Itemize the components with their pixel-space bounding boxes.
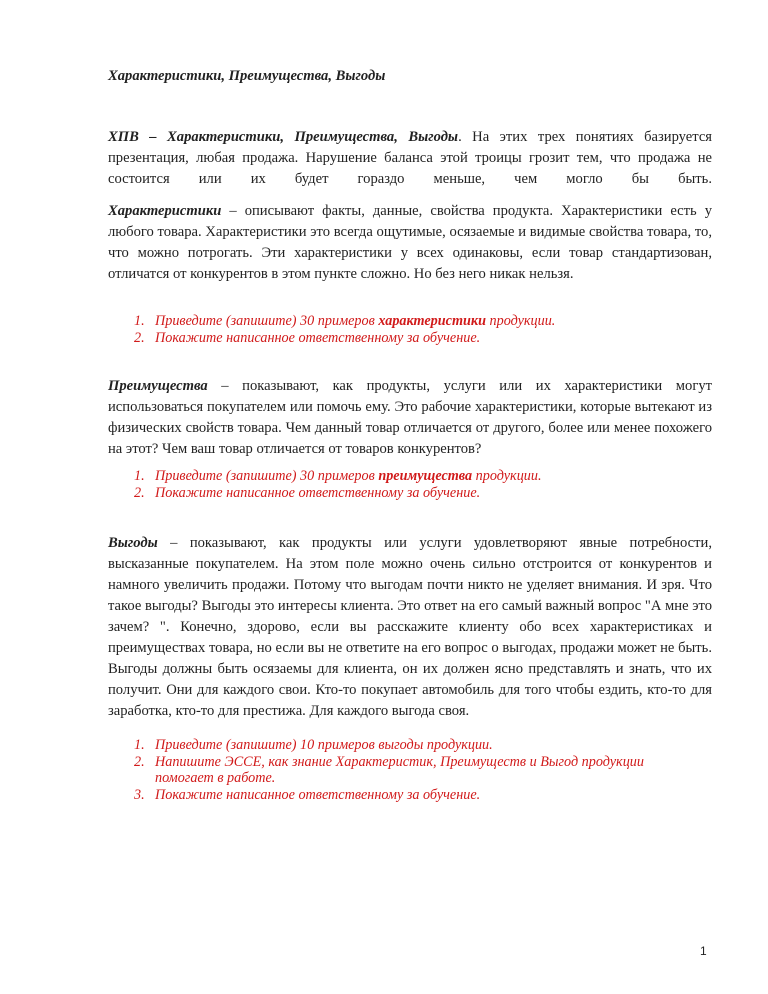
intro-text: . На этих трех понятиях базируется презентация, любая продажа. Нарушение баланса этой троицы грозит тем, что продажа не состоится или их будет гораздо меньше, чем могло бы быть. [108, 129, 713, 187]
task-text: Покажите написанное ответственному за обучение. [155, 484, 481, 501]
task-text-after: продукции. [472, 468, 542, 484]
features-term: Характеристики [108, 203, 222, 219]
intro-term: ХПВ – Характеристики, Преимущества, Выгоды [108, 129, 459, 145]
advantages-task-list [134, 468, 704, 501]
task-item [134, 737, 704, 754]
advantages-term: Преимущества [108, 378, 208, 394]
task-text-after: продукции. [485, 313, 556, 329]
benefits-paragraph [108, 533, 712, 722]
task-text: Приведите (запишите) 10 примеров выгоды продукции. [155, 737, 493, 753]
task-number: 1. [134, 468, 145, 484]
features-text: – описывают факты, данные, свойства продукта. Характеристики есть у любого товара. Характеристики это всегда ощутимые, осязаемые и видимые свойства товара, то, что можно потрогать. Эти характеристики у всех одинаковы, если товар стандартизован, отличатся от конкурентов в этом пункте сложно. Но без него никак нельзя. [108, 203, 712, 282]
task-number: 1. [134, 737, 145, 753]
task-text: Покажите написанное ответственному за обучение. [155, 786, 481, 803]
features-paragraph [108, 201, 712, 285]
task-number: 2. [134, 484, 145, 501]
task-item [134, 787, 704, 804]
task-text: Напишите ЭССЕ, как знание Характеристик, Преимуществ и Выгод продукции помогает в работе. [155, 753, 644, 786]
task-item [134, 485, 704, 502]
task-item [134, 468, 704, 485]
benefits-term: Выгоды [108, 535, 158, 551]
task-text: Покажите написанное ответственному за обучение. [155, 329, 481, 346]
task-number: 1. [134, 313, 145, 329]
document-title: Характеристики, Преимущества, Выгоды [108, 68, 386, 84]
task-text: Приведите (запишите) 30 примеров [155, 313, 379, 329]
task-number: 2. [134, 753, 145, 770]
advantages-paragraph [108, 376, 712, 460]
task-text: Приведите (запишите) 30 примеров [155, 468, 379, 484]
task-item [134, 330, 704, 347]
task-emphasis: преимущества [378, 468, 473, 484]
task-item [134, 754, 704, 787]
task-number: 3. [134, 786, 145, 803]
benefits-task-list [134, 737, 704, 803]
features-task-list [134, 313, 704, 346]
task-number: 2. [134, 329, 145, 346]
benefits-text: – показывают, как продукты или услуги удовлетворяют явные потребности, высказанные покупателем. На этом поле можно очень сильно отстроится от конкурентов и намного увеличить продажи. Потому что выгодам почти никто не уделяет внимания. И зря. Что такое выгоды? Выгоды это интересы клиента. Это ответ на его самый важный вопрос "А мне это зачем? ". Конечно, здорово, если вы расскажите клиенту обо всех характеристиках и преимуществах товара, но если вы не ответите на его вопрос о выгодах, продажи может не быть. Выгоды должны быть осязаемы для клиента, он их должен ясно представлять и знать, что их получит. Они для каждого свои. Кто-то покупает автомобиль для того чтобы ездить, кто-то для заработка, кто-то для престижа. Для каждого выгода своя. [108, 535, 712, 719]
task-item [134, 313, 704, 330]
page-number: 1 [700, 944, 707, 958]
intro-paragraph [108, 127, 712, 190]
task-emphasis: характеристики [378, 313, 486, 329]
advantages-text: – показывают, как продукты, услуги или их характеристики могут использоваться покупателем или помочь ему. Это рабочие характеристики, которые вытекают из физических свойств товара. Чем данный товар отличается от другого, более или менее похожего на этот? Чем ваш товар отличается от товаров конкурентов? [108, 378, 712, 457]
